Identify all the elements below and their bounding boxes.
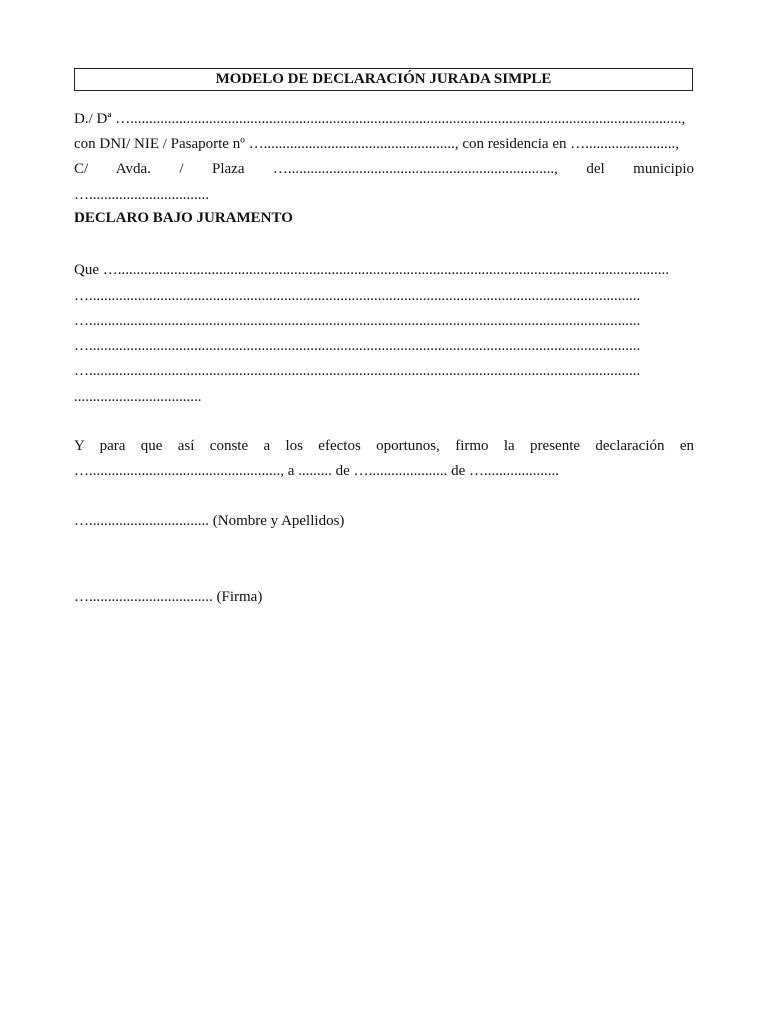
closing-line-2: …..................................................., a ......... de …..................... de ….................... <box>74 463 559 479</box>
name-line: …................................ (Nombre y Apellidos) <box>74 513 345 529</box>
que-line: …................................................................................................................................................... <box>74 363 641 379</box>
closing-line-1: Y para que así conste a los efectos oportunos, firmo la presente declaración en <box>74 438 694 454</box>
que-line: …................................................................................................................................................... <box>74 338 641 354</box>
que-line: …................................................................................................................................................... <box>74 288 641 304</box>
identity-line-name: D./ Dª …..................................................................................................................................................., <box>74 111 686 127</box>
document-title: MODELO DE DECLARACIÓN JURADA SIMPLE <box>74 68 693 91</box>
section-heading: DECLARO BAJO JURAMENTO <box>74 210 293 226</box>
identity-line-address: C/ Avda. / Plaza …......................................................................., del municipio <box>74 161 694 177</box>
identity-line-dni: con DNI/ NIE / Pasaporte nº …..................................................., con residencia en …........................, <box>74 136 679 152</box>
identity-line-municipality: …................................ <box>74 187 209 203</box>
que-line: Que …................................................................................................................................................... <box>74 262 669 278</box>
que-line: .................................. <box>74 389 202 405</box>
signature-line: …................................. (Firma) <box>74 589 263 605</box>
que-line: …................................................................................................................................................... <box>74 313 641 329</box>
